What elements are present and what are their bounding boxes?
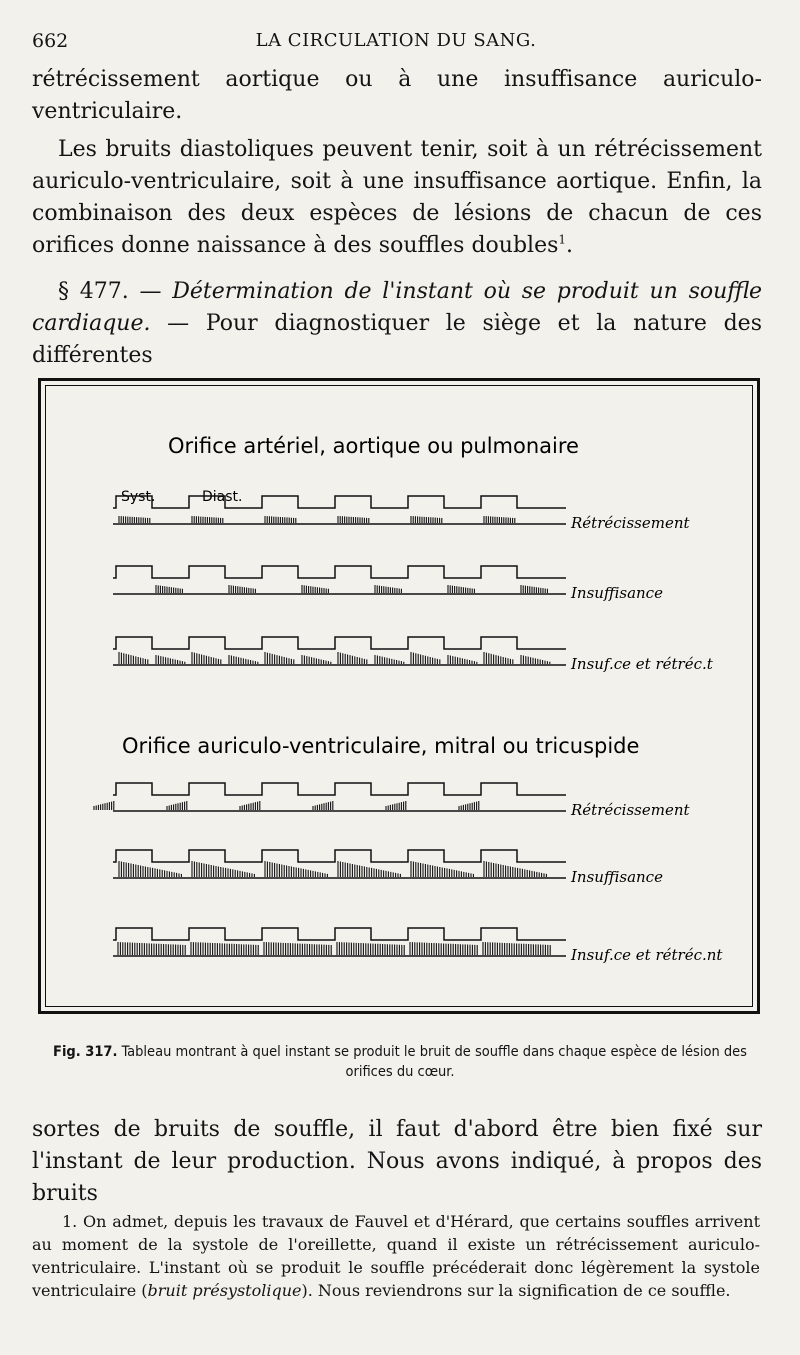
systolic-murmur bbox=[119, 516, 150, 523]
systolic-murmur bbox=[192, 516, 223, 523]
diastolic-murmur bbox=[521, 585, 547, 593]
paragraph-bottom: sortes de bruits de souffle, il faut d'abord être bien fixé sur l'instant de leur production. Nous avons indiqué, à propos des bruits bbox=[32, 1117, 762, 1206]
trace-row-1 bbox=[113, 496, 566, 524]
figure-317 bbox=[38, 378, 760, 1014]
regurgitant-murmur bbox=[265, 861, 327, 877]
systolic-murmur bbox=[338, 516, 369, 523]
presystolic-murmur bbox=[94, 801, 114, 810]
section-title: Détermination de l'instant où se produit un souffle cardiaque. bbox=[32, 279, 762, 336]
regurgitant-murmur bbox=[338, 861, 400, 877]
diastolic-murmur bbox=[448, 655, 477, 664]
paragraph-diastolic-end: . bbox=[566, 233, 574, 258]
diastolic-murmur bbox=[156, 585, 182, 593]
combined-murmur bbox=[191, 942, 258, 955]
presystolic-murmur bbox=[240, 801, 260, 810]
regurgitant-murmur bbox=[119, 861, 181, 877]
av-title: Orifice auriculo-ventriculaire, mitral ou tricuspide bbox=[122, 734, 640, 758]
pulse-line bbox=[113, 496, 566, 508]
systolic-murmur bbox=[484, 652, 513, 664]
regurgitant-murmur bbox=[192, 861, 254, 877]
diastolic-murmur bbox=[229, 585, 255, 593]
trace-row-2 bbox=[113, 566, 566, 594]
row-label: Rétrécissement bbox=[571, 514, 690, 532]
bottom-text bbox=[32, 1114, 762, 1210]
paragraph-continuation: rétrécissement aortique ou à une insuffisance auriculo-ventriculaire. bbox=[32, 67, 762, 124]
row-label: Insuffisance bbox=[571, 584, 663, 602]
top-text bbox=[32, 64, 762, 372]
footnote bbox=[32, 1210, 760, 1302]
trace-row-6 bbox=[113, 928, 566, 956]
diastolic-murmur bbox=[302, 655, 331, 664]
presystolic-murmur bbox=[167, 801, 187, 810]
diastolic-murmur bbox=[448, 585, 474, 593]
footnote-number: 1. bbox=[62, 1212, 78, 1231]
diastolic-murmur bbox=[229, 655, 258, 664]
caption-text: Tableau montrant à quel instant se produit le bruit de souffle dans chaque espèce de lésion des orifices du cœur. bbox=[117, 1044, 747, 1080]
footnote-paragraph bbox=[32, 1210, 760, 1302]
diastole-label: Diast. bbox=[202, 489, 243, 505]
trace-rows bbox=[94, 496, 566, 956]
caption-label: Fig. 317. bbox=[53, 1044, 118, 1060]
systolic-murmur bbox=[265, 652, 294, 664]
page-number: 662 bbox=[32, 30, 69, 52]
paragraph-diastolic bbox=[32, 134, 762, 262]
trace-row-3 bbox=[113, 637, 566, 665]
combined-murmur bbox=[264, 942, 331, 955]
footnote-text-a: On admet, depuis les travaux de Fauvel et d'Hérard, que certains souffles arrivent au moment de la systole de l'oreillette, quand il existe un rétrécissement auriculo-ventriculaire. L'instant où se produit le souffle précéderait donc légèrement la systole ventriculaire ( bbox=[32, 1212, 760, 1300]
row-label: Insuf.ce et rétréc.nt bbox=[571, 946, 723, 964]
presystolic-murmur bbox=[313, 801, 333, 810]
footnote-ref[interactable]: 1 bbox=[558, 232, 567, 247]
presystolic-murmur bbox=[459, 801, 479, 810]
running-title: LA CIRCULATION DU SANG. bbox=[255, 30, 537, 51]
figure-caption bbox=[40, 1042, 760, 1082]
systolic-murmur bbox=[192, 652, 221, 664]
row-label: Insuf.ce et rétréc.t bbox=[571, 655, 713, 673]
systolic-murmur bbox=[119, 652, 148, 664]
combined-murmur bbox=[118, 942, 185, 955]
diastolic-murmur bbox=[375, 655, 404, 664]
combined-murmur bbox=[410, 942, 477, 955]
combined-murmur bbox=[337, 942, 404, 955]
section-text: — Pour diagnostiquer le siège et la nature des différentes bbox=[32, 311, 762, 368]
section-477 bbox=[32, 276, 762, 372]
pulse-line bbox=[113, 566, 566, 578]
diastolic-murmur bbox=[375, 585, 401, 593]
page-header bbox=[32, 30, 760, 58]
systolic-murmur bbox=[265, 516, 296, 523]
regurgitant-murmur bbox=[411, 861, 473, 877]
murmur-diagram bbox=[41, 381, 757, 1011]
arterial-title: Orifice artériel, aortique ou pulmonaire bbox=[168, 434, 579, 458]
footnote-text-b: ). Nous reviendrons sur la signification de ce souffle. bbox=[301, 1281, 731, 1300]
systolic-murmur bbox=[411, 652, 440, 664]
combined-murmur bbox=[483, 942, 550, 955]
pulse-line bbox=[113, 928, 566, 940]
pulse-line bbox=[113, 850, 566, 862]
diastolic-murmur bbox=[156, 655, 185, 664]
trace-row-5 bbox=[113, 850, 566, 878]
pulse-line bbox=[113, 783, 566, 795]
pulse-line bbox=[113, 637, 566, 649]
regurgitant-murmur bbox=[484, 861, 546, 877]
diastolic-murmur bbox=[521, 655, 550, 664]
presystolic-murmur bbox=[386, 801, 406, 810]
paragraph-diastolic-text: Les bruits diastoliques peuvent tenir, soit à un rétrécissement auriculo-ventriculaire, soit à une insuffisance aortique. Enfin, la combinaison des deux espèces de lésions de chacun de ces orifices donne naissance à des souffles doubles bbox=[32, 137, 762, 258]
row-label: Rétrécissement bbox=[571, 801, 690, 819]
systole-label: Syst. bbox=[121, 489, 156, 505]
diastolic-murmur bbox=[302, 585, 328, 593]
section-number: § 477. — bbox=[58, 279, 162, 304]
footnote-italic: bruit présystolique bbox=[147, 1281, 302, 1300]
systolic-murmur bbox=[484, 516, 515, 523]
row-label: Insuffisance bbox=[571, 868, 663, 886]
systolic-murmur bbox=[411, 516, 442, 523]
trace-row-4 bbox=[94, 783, 566, 811]
systolic-murmur bbox=[338, 652, 367, 664]
